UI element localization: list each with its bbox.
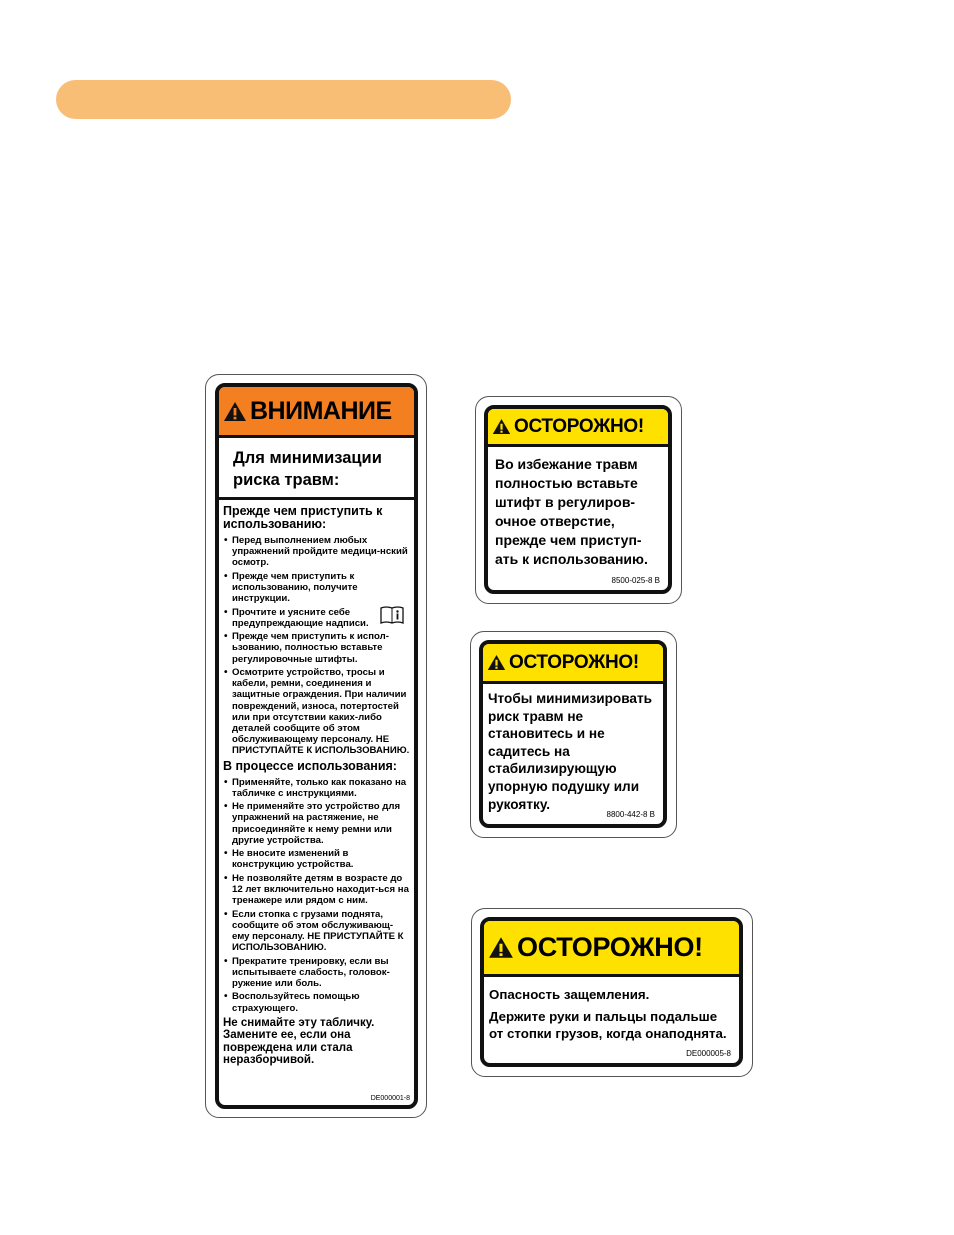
list-item: • Осмотрите устройство, тросы и кабели, ремни, соединения и защитные ограждения. При наличии повреждений, износа, потертостей или при отсутствии каких-либо деталей сообщите об этом обслуживающему персоналу. НЕ ПРИСТУПАЙТЕ К ИСПОЛЬЗОВАНИЮ. [223,667,410,757]
warning-line: ать к использованию. [495,551,648,567]
label-code: 8800-442-8 B [606,810,655,819]
warning-line: прежде чем приступ- [495,532,642,548]
warning-line: садитесь на [488,743,570,759]
section-header-bar [56,80,511,119]
caution-label-main [205,374,427,1118]
before-use-list [223,535,410,757]
warning-line: штифт в регулиров- [495,494,636,510]
caution-title: ВНИМАНИЕ [250,396,392,425]
caution-subtitle-line1: Для минимизации [233,449,382,467]
list-item: • Не позволяйте детям в возрасте до 12 лет включительно находит-ься на тренажере или рядом с ним. [223,873,410,907]
warning-label-pinch [471,908,753,1077]
warning-title: ОСТОРОЖНО! [517,932,703,962]
warning-triangle-icon [488,936,514,959]
list-item: • Прежде чем приступить к испол-ьзованию, полностью вставьте регулировочные штифты. [223,631,410,665]
warning-line: риск травм не [488,708,584,724]
warning-header [484,921,739,977]
warning-line: полностью вставьте [495,475,638,491]
warning-body [484,977,739,1042]
warning-title: ОСТОРОЖНО! [514,415,644,437]
warning-line: очное отверстие, [495,513,615,529]
caution-header [219,387,414,438]
warning-line: рукоятку. [488,796,550,812]
caution-label-frame [215,383,418,1109]
list-item: • Воспользуйтесь помощью страхующего. [223,991,410,1013]
warning-line: Во избежание травм [495,456,638,472]
warning-label-pad [470,631,677,838]
warning-triangle-icon [492,418,511,435]
list-item: • Не вносите изменений в конструкцию устройства. [223,848,410,870]
list-item: • Не применяйте это устройство для упражнений на растяжение, не присоединяйте к нему ремни или другие устройства. [223,801,410,846]
during-use-list [223,777,410,1014]
warning-line: становитесь и не [488,726,605,742]
warning-header [483,644,663,684]
warning-line: Держите руки и пальцы подальше от стопки грузов, когда онаподнята. [489,1009,727,1041]
list-item: • Если стопка с грузами поднята, сообщите об этом обслуживающ-ему персоналу. НЕ ПРИСТУПАЙТЕ К ИСПОЛЬЗОВАНИЮ. [223,909,410,954]
list-item: • Применяйте, только как показано на табличке с инструкциями. [223,777,410,799]
warning-line: Опасность защемления. [489,987,650,1002]
label-code: DE000001-8 [370,1095,410,1102]
read-manual-icon [380,605,404,625]
warning-triangle-icon [487,654,506,671]
warning-label-frame [484,405,672,594]
warning-label-pin [475,396,682,604]
list-item: • Прежде чем приступить к использованию, получите инструкции. [223,571,410,605]
warning-body [483,684,663,813]
caution-footer: Не снимайте эту табличку. Замените ее, если она повреждена или стала неразборчивой. [223,1016,375,1067]
warning-label-frame [479,640,667,828]
list-item: • Прочтите и уясните себе предупреждающие надписи. [223,607,410,629]
caution-subtitle-line2: риска травм: [233,471,340,489]
warning-line: упорную подушку или [488,778,640,794]
before-use-title: Прежде чем приступить к использованию: [223,504,383,531]
during-use-title: В процессе использования: [223,758,397,773]
warning-triangle-icon [223,401,247,422]
list-item: • Перед выполнением любых упражнений пройдите медици-нский осмотр. [223,535,410,569]
caution-subtitle [219,438,414,500]
warning-label-frame [480,917,743,1067]
warning-line: стабилизирующую [488,761,617,777]
warning-line: Чтобы минимизировать [488,691,652,706]
label-code: 8500-025-8 B [611,576,660,585]
warning-title: ОСТОРОЖНО! [509,651,639,673]
label-code: DE000005-8 [686,1049,731,1058]
list-item: • Прекратите тренировку, если вы испытываете слабость, головок-ружение или боль. [223,956,410,990]
warning-body [488,447,668,569]
caution-body [219,500,414,1067]
warning-header [488,409,668,447]
